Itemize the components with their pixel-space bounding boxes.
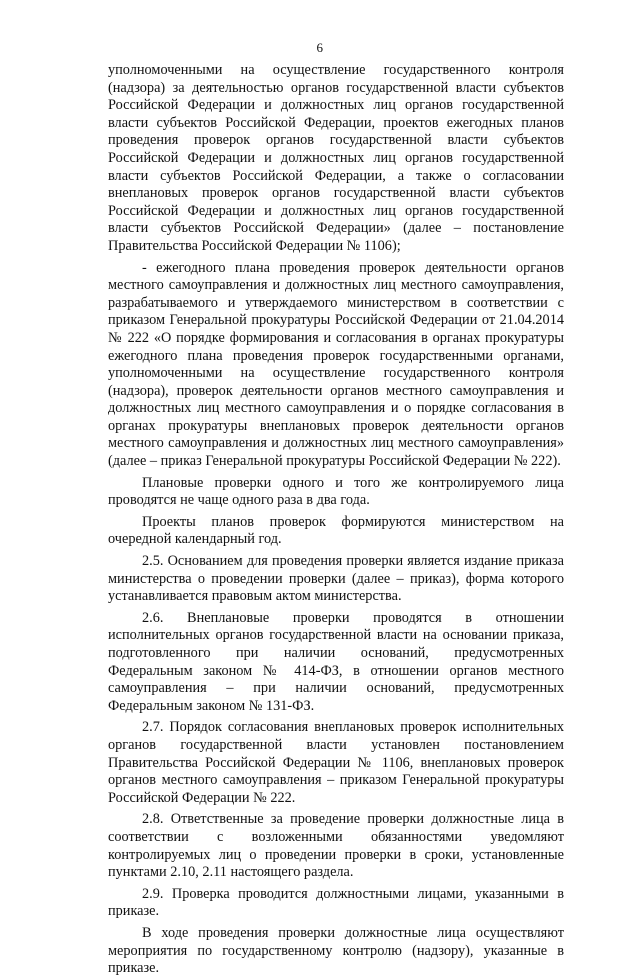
paragraph-2: - ежегодного плана проведения проверок деятельности органов местного самоуправления и должностных лиц местного самоуправления, разрабатываемого и утверждаемого министерством в соответствии с приказом Генеральной прокуратуры Российской Федерации от 21.04.2014 № 222 «О порядке формирования и согласования в органах прокуратуры ежегодного плана проведения проверок государственными органами, уполномоченными на осуществление государственного контроля (надзора), проверок деятельности органов местного самоуправления и должностных лиц местного самоуправления и о порядке согласования в органах прокуратуры внеплановых проверок деятельности органов местного самоуправления и должностных лиц местного самоуправления» (далее – приказ Генеральной прокуратуры Российской Федерации № 222). [108,259,564,470]
paragraph-10: В ходе проведения проверки должностные лица осуществляют мероприятия по государственному контролю (надзору), указанные в приказе. [108,924,564,977]
paragraph-9: 2.9. Проверка проводится должностными лицами, указанными в приказе. [108,885,564,920]
document-body [108,62,564,978]
page-number: 6 [316,40,324,55]
paragraph-1: уполномоченными на осуществление государственного контроля (надзора) за деятельностью органов государственной власти субъектов Российской Федерации и должностных лиц органов государственной власти субъектов Российской Федерации, проектов ежегодных планов проведения проверок органов государственной власти субъектов Российской Федерации и должностных лиц органов государственной власти субъектов Российской Федерации, а также о согласовании внеплановых проверок органов государственной власти субъектов Российской Федерации и должностных лиц органов государственной власти субъектов Российской Федерации» (далее – постановление Правительства Российской Федерации № 1106); [108,62,564,254]
paragraph-7: 2.7. Порядок согласования внеплановых проверок исполнительных органов государственной власти установлен постановлением Правительства Российской Федерации № 1106, внеплановых проверок органов местного самоуправления – приказом Генеральной прокуратуры Российской Федерации № 222. [108,719,564,806]
paragraph-8: 2.8. Ответственные за проведение проверки должностные лица в соответствии с возложенными обязанностями уведомляют контролируемых лиц о проведении проверки в сроки, установленные пунктами 2.10, 2.11 настоящего раздела. [108,811,564,881]
paragraph-6: 2.6. Внеплановые проверки проводятся в отношении исполнительных органов государственной власти на основании приказа, подготовленного при наличии оснований, предусмотренных Федеральным законом № 414-ФЗ, в отношении органов местного самоуправления – при наличии оснований, предусмотренных Федеральным законом № 131-ФЗ. [108,609,564,714]
paragraph-4: Проекты планов проверок формируются министерством на очередной календарный год. [108,513,564,548]
paragraph-3: Плановые проверки одного и того же контролируемого лица проводятся не чаще одного раза в два года. [108,474,564,509]
paragraph-5: 2.5. Основанием для проведения проверки является издание приказа министерства о проведении проверки (далее – приказ), форма которого устанавливается правовым актом министерства. [108,553,564,605]
